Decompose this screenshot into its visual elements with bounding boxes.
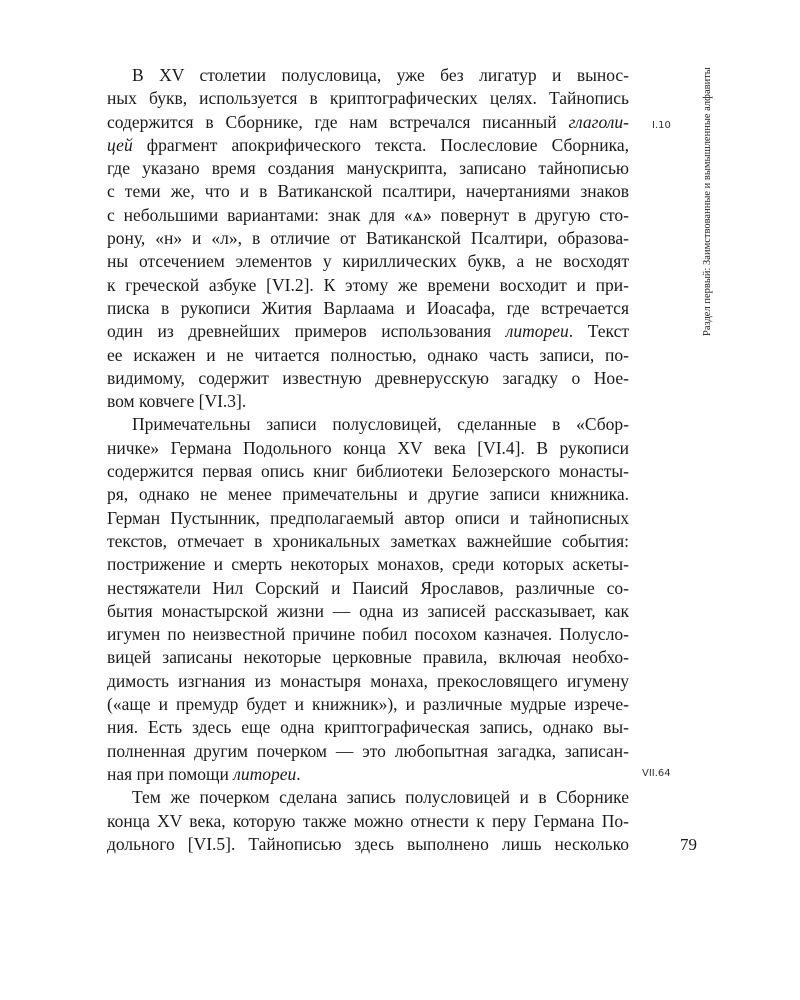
text-segment: . <box>296 763 301 784</box>
text-line <box>107 250 629 273</box>
body-text <box>107 64 629 856</box>
text-line <box>107 670 629 693</box>
text-segment: Тем же почерком сделана запись полусловицей и в Сборнике <box>132 787 629 808</box>
text-segment: ны отсечением элементов у кириллических букв, а не восходят <box>107 251 629 272</box>
text-line <box>107 134 629 157</box>
text-line <box>107 786 629 809</box>
text-segment: вицей записаны некоторые церковные правила, включая необхо- <box>107 647 629 668</box>
text-line <box>107 320 629 343</box>
text-line <box>107 204 629 227</box>
text-segment: ная при помощи <box>107 763 234 784</box>
text-line <box>107 740 629 763</box>
text-segment: вом ковчеге [VI.3]. <box>107 391 247 412</box>
text-line <box>107 763 629 786</box>
text-line <box>107 87 629 110</box>
text-line <box>107 64 629 87</box>
running-head: Раздел первый: Заимствованные и вымышленные алфавиты <box>702 67 713 336</box>
text-segment: В XV столетии полусловица, уже без лигатур и вынос- <box>132 65 629 85</box>
text-line <box>107 530 629 553</box>
text-segment: полненная другим почерком — это любопытная загадка, записан- <box>107 740 629 761</box>
text-line <box>107 274 629 297</box>
text-line <box>107 390 629 413</box>
text-segment: конца XV века, которую также можно отнести к перу Германа По- <box>107 810 629 831</box>
text-line <box>107 157 629 180</box>
text-segment: фрагмент апокрифического текста. Послесловие Сборника, <box>132 134 629 155</box>
text-segment: ее искажен и не читается полностью, однако часть записи, по- <box>107 344 629 365</box>
text-line <box>107 483 629 506</box>
text-segment: содержится в Сборнике, где нам встречался писанный <box>107 111 569 132</box>
text-segment: дольного [VI.5]. Тайнописью здесь выполнено лишь несколько <box>107 833 629 854</box>
text-line <box>107 623 629 646</box>
italic-term: литореи <box>233 763 297 784</box>
text-segment: Примечательны записи полусловицей, сделанные в «Сбор- <box>132 414 629 435</box>
text-line <box>107 833 629 856</box>
page-number: 79 <box>680 835 697 854</box>
text-line <box>107 180 629 203</box>
text-segment: бытия монастырской жизни — одна из записей рассказывает, как <box>107 600 629 621</box>
italic-term: глаголи- <box>568 111 629 132</box>
text-line <box>107 437 629 460</box>
text-line <box>107 577 629 600</box>
text-segment: писка в рукописи Жития Варлаама и Иоасафа, где встречается <box>107 297 629 318</box>
text-segment: Герман Пустынник, предполагаемый автор описи и тайнописных <box>107 507 629 528</box>
text-line <box>107 507 629 530</box>
text-segment: ния. Есть здесь еще одна криптографическая запись, однако вы- <box>107 717 629 738</box>
text-line <box>107 716 629 739</box>
text-segment: один из древнейших примеров использования <box>107 321 506 342</box>
text-line <box>107 367 629 390</box>
text-line <box>107 693 629 716</box>
margin-note: I.10 <box>652 120 671 131</box>
text-segment: видимому, содержит известную древнерусскую загадку о Ное- <box>107 367 629 388</box>
text-line <box>107 297 629 320</box>
text-line <box>107 460 629 483</box>
text-segment: димость изгнания из монастыря монаха, прекословящего игумену <box>107 670 629 691</box>
text-segment: рону, «н» и «л», в отличие от Ватиканской Псалтири, образова- <box>107 228 629 249</box>
text-line <box>107 646 629 669</box>
text-segment: содержится первая опись книг библиотеки Белозерского монасты- <box>107 461 629 482</box>
text-segment: пострижение и смерть некоторых монахов, среди которых аскеты- <box>107 554 629 575</box>
text-line <box>107 111 629 134</box>
text-line <box>107 600 629 623</box>
text-segment: где указано время создания манускрипта, записано тайнописью <box>107 158 629 179</box>
text-segment: («аще и премудр будет и книжник»), и различные мудрые изрече- <box>107 694 629 715</box>
text-line <box>107 413 629 436</box>
italic-term: литореи <box>505 321 569 342</box>
text-segment: игумен по неизвестной причине побил посохом казначея. Полусло- <box>107 624 629 645</box>
text-line <box>107 227 629 250</box>
text-segment: ных букв, используется в криптографических целях. Тайнопись <box>107 88 629 109</box>
text-line <box>107 553 629 576</box>
text-segment: текстов, отмечает в хроникальных заметках важнейшие события: <box>107 530 629 551</box>
text-line <box>107 344 629 367</box>
text-segment: с небольшими вариантами: знак для «ѧ» повернут в другую сто- <box>107 204 629 225</box>
text-segment: . Текст <box>568 321 629 342</box>
text-segment: к греческой азбуке [VI.2]. К этому же времени восходит и при- <box>107 274 629 295</box>
text-line <box>107 810 629 833</box>
text-segment: ничке» Германа Подольного конца XV века [VI.4]. В рукописи <box>107 437 629 458</box>
margin-note: VII.64 <box>642 768 671 779</box>
italic-term: цей <box>107 134 133 155</box>
text-segment: нестяжатели Нил Сорский и Паисий Ярославов, различные со- <box>107 577 629 598</box>
text-segment: с теми же, что и в Ватиканской псалтири, начертаниями знаков <box>107 181 629 202</box>
text-segment: ря, однако не менее примечательны и другие записи книжника. <box>107 484 629 505</box>
